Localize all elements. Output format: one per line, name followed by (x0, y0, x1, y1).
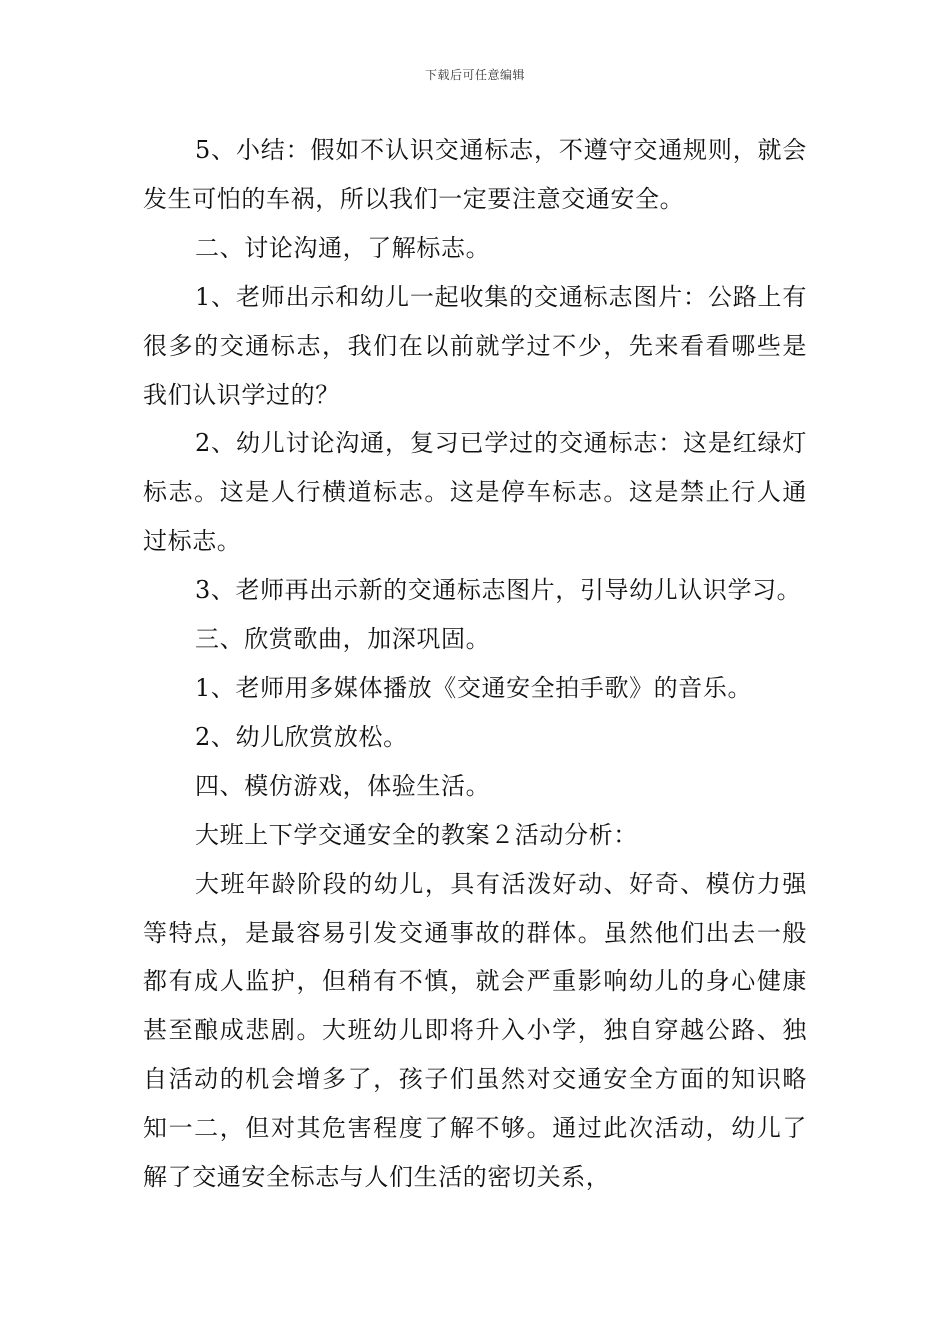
paragraph-step-2: 2、幼儿讨论沟通，复习已学过的交通标志：这是红绿灯标志。这是人行横道标志。这是停车标志。这是禁止行人通过标志。 (143, 429, 807, 556)
document-body (143, 126, 807, 1202)
paragraph-music-step-2: 2、幼儿欣赏放松。 (195, 722, 408, 751)
paragraph-section-2-heading: 二、讨论沟通，了解标志。 (195, 233, 491, 262)
paragraph-music-step-1: 1、老师用多媒体播放《交通安全拍手歌》的音乐。 (195, 673, 753, 702)
paragraph-lesson-2-title: 大班上下学交通安全的教案２活动分析： (195, 820, 638, 849)
paragraph-section-4-heading: 四、模仿游戏，体验生活。 (195, 771, 491, 800)
paragraph-summary: 5、小结：假如不认识交通标志，不遵守交通规则，就会发生可怕的车祸，所以我们一定要注意交通安全。 (143, 136, 807, 213)
paragraph-section-3-heading: 三、欣赏歌曲，加深巩固。 (195, 625, 491, 654)
paragraph-step-3: 3、老师再出示新的交通标志图片，引导幼儿认识学习。 (195, 576, 802, 605)
page-header-note: 下载后可任意编辑 (424, 68, 525, 82)
paragraph-step-1: 1、老师出示和幼儿一起收集的交通标志图片：公路上有很多的交通标志，我们在以前就学过不少，先来看看哪些是我们认识学过的？ (143, 282, 807, 409)
paragraph-activity-analysis: 大班年龄阶段的幼儿，具有活泼好动、好奇、模仿力强等特点，是最容易引发交通事故的群体。虽然他们出去一般都有成人监护，但稍有不慎，就会严重影响幼儿的身心健康甚至酿成悲剧。大班幼儿即将升入小学，独自穿越公路、独自活动的机会增多了，孩子们虽然对交通安全方面的知识略知一二，但对其危害程度了解不够。通过此次活动，幼儿了解了交通安全标志与人们生活的密切关系， (143, 869, 807, 1192)
